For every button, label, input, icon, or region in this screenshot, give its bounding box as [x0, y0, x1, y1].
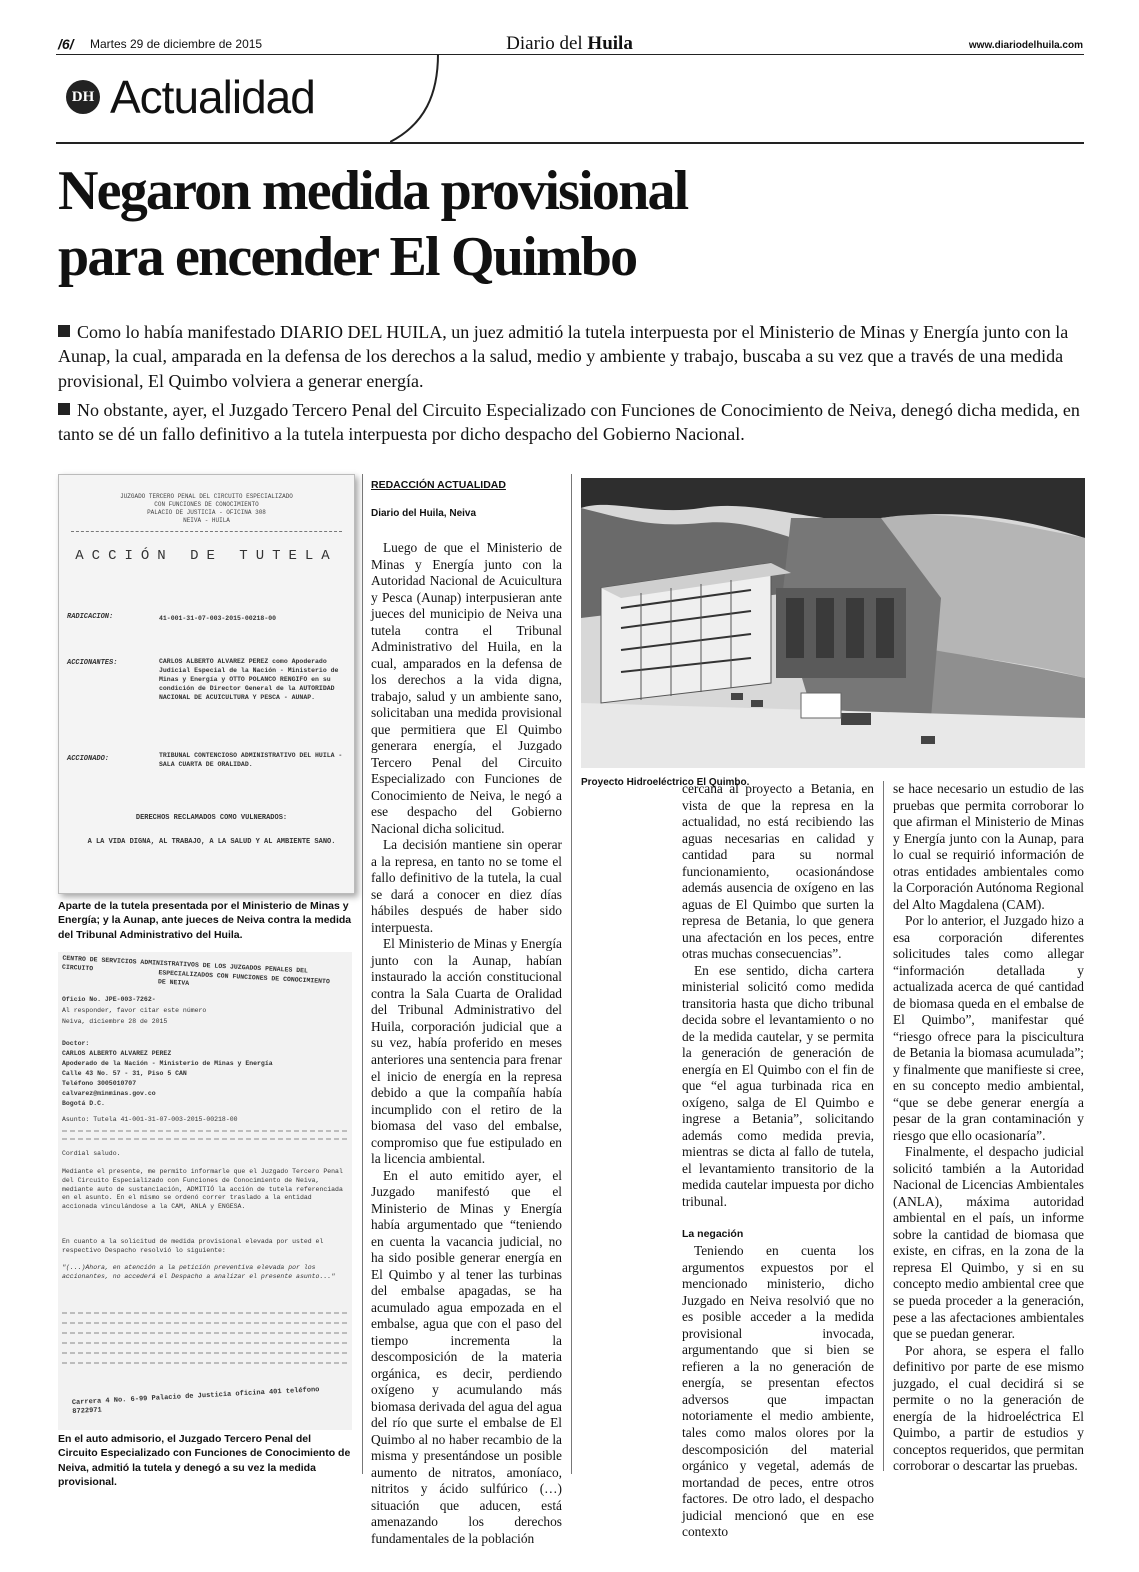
dh-logo: DH: [66, 80, 100, 114]
doc-separator: [71, 531, 342, 532]
website-url: www.diariodelhuila.com: [968, 40, 1083, 51]
lead-paragraph-1: Como lo había manifestado DIARIO DEL HUILA, un juez admitió la tutela interpuesta por el Ministerio de Minas y Energía junto con la Aunap, la cual, amparada en la defensa de los derechos a la salud, medio y ambiente y trabajo, buscaba a su vez que a través de una medida provisional, El Quimbo volviera a generar energía.: [58, 322, 1069, 391]
headline: [58, 158, 1098, 290]
paragraph: Luego de que el Ministerio de Minas y Energía junto con la Autoridad Nacional de Acuicultura y Pesca (Aunap) interpusieran ante jueces del municipio de Neiva una tutela contra el Tribunal Administrativo del Huila, en la cual, amparados en la defensa de los derechos a la vida digna, trabajo, salud y un ambiente sano, solicitaban una medida provisional que permitiera que El Quimbo generara energía, el Juzgado Tercero Penal del Circuito Especializado con Funciones de Conocimiento de Neiva, le negó a ese despacho del Gobierno Nacional dicha solicitud.: [371, 540, 562, 836]
paragraph: Teniendo en cuenta los argumentos expuestos por el mencionado ministerio, dicho Juzgado en Neiva resolvió que no es posible acceder a la medida provisional invocada, argumentando que si bien se refieren a la no generación de energía, se presentan efectos adversos que impactan notoriamente el medio ambiente, tales como malos olores por la descomposición del material orgánico y vegetal, además de mortandad de peces, entre otros factores. De otro lado, el despacho judicial mencionó que en ese contexto: [682, 1243, 874, 1540]
lead-paragraph-2: No obstante, ayer, el Juzgado Tercero Penal del Circuito Especializado con Funciones de Conocimiento de Neiva, denegó dicha medida, en tanto se dé un fallo definitivo a la tutela interpuesta por dicho despacho del Gobierno Nacional.: [58, 400, 1080, 445]
bullet-square-icon: [58, 403, 70, 415]
accionado-label: ACCIONADO:: [67, 755, 110, 763]
paragraph: Finalmente, el despacho judicial solicitó también a la Autoridad Nacional de Licencias Ambientales (ANLA), máxima autoridad ambiental en el país, un informe sobre la cantidad de biomasa que existe, en cifras, en la zona de la represa El Quimbo, y si en su concepto medio ambiental cree que se pueda proceder a la generación, pese a las afectaciones ambientales que se puedan generar.: [893, 1144, 1084, 1342]
byline-author: REDACCIÓN ACTUALIDAD: [371, 479, 506, 491]
article-column-2: [682, 781, 874, 1541]
section-rule: [56, 142, 1084, 144]
derechos-value: A LA VIDA DIGNA, AL TRABAJO, A LA SALUD Y AL AMBIENTE SANO.: [87, 838, 336, 846]
headline-line-1: Negaron medida provisional: [58, 160, 688, 222]
issue-date: Martes 29 de diciembre de 2015: [90, 37, 263, 51]
headline-line-2: para encender El Quimbo: [58, 226, 637, 289]
article-column-3: [893, 781, 1084, 1475]
radicacion-value: 41-001-31-07-003-2015-00218-00: [159, 615, 277, 622]
faint-text-line: [62, 1362, 347, 1364]
page-number: /6/: [58, 36, 74, 52]
header-rule: [56, 54, 1084, 55]
oficio-document-image: CENTRO DE SERVICIOS ADMINISTRATIVOS DE LOS JUZGADOS PENALES DEL CIRCUITO ESPECIALIZADOS CON FUNCIONES DE CONOCIMIENTO DE NEIVA Oficio No. JPE-003-7262- Al responder, favor citar este número Neiva, diciembre 28 de 2015 Doctor: CARLOS ALBERTO ALVAREZ PEREZ Apoderado de la Nación - Ministerio de Minas y Energía Calle 43 No. 57 - 31, Piso 5 CAN Teléfono 3005010707 calvarez@minminas.gov.co Bogotá D.C. Asunto: Tutela 41-001-31-07-003-2015-00218-00 Cordial saludo. Mediante el presente, me permito informarle que el Juzgado Tercero Penal del Circuito Especializado con Funciones de Conocimiento de Neiva, mediante auto de sustanciación, ADMITIÓ la acción de tutela referenciada en el asunto. En el mismo se ordenó correr traslado a la entidad accionada vinculándose a la CAM, ANLA y ENGESA. En cuanto a la solicitud de medida provisional elevada por usted el respectivo Despacho resolvió lo siguiente: "(...)Ahora, en atención a la petición preventiva elevada por los accionantes, no accederá el Despacho a analizar el presente asunto..." Carrera 4 No. 6-99 Palacio de Justicia oficina 401 teléfono 8722971: [58, 952, 352, 1430]
faint-text-line: [62, 1322, 347, 1324]
hydroelectric-photo: [581, 478, 1085, 768]
article-column-1: [371, 540, 562, 1547]
caption-oficio: En el auto admisorio, el Juzgado Tercero Penal del Circuito Especializado con Funciones de Conocimiento de Neiva, admitió la tutela y denegó a su vez la medida provisional.: [58, 1433, 351, 1488]
faint-text-line: [62, 1138, 347, 1140]
column-rule: [571, 474, 572, 1474]
bullet-square-icon: [58, 325, 70, 337]
newspaper-name-b: Huila: [587, 33, 633, 54]
paragraph: Por ahora, se espera el fallo definitivo por parte de ese mismo juzgado, el cual decidirá si se permite o no la generación de energía de la hidroeléctrica El Quimbo, a partir de estudios y conceptos requeridos, que permitan corroborar o descartar las pruebas.: [893, 1342, 1084, 1474]
paragraph: se hace necesario un estudio de las pruebas que permita corroborar lo que afirman el Ministerio de Minas y Energía junto con la Aunap, para lo cual se requirió información de otras entidades ambientales como la Corporación Autónoma Regional del Alto Magdalena (CAM).: [893, 781, 1084, 912]
faint-text-line: [62, 1130, 347, 1132]
column-rule: [883, 781, 884, 1471]
section-swoosh-icon: [390, 54, 450, 144]
accionado-value: TRIBUNAL CONTENCIOSO ADMINISTRATIVO DEL HUILA - SALA CUARTA DE ORALIDAD.: [159, 752, 343, 769]
doc-title: ACCIÓN DE TUTELA: [75, 548, 338, 565]
photo-caption: Proyecto Hidroeléctrico El Quimbo.: [581, 777, 750, 788]
faint-text-line: [62, 1342, 347, 1344]
paragraph: El Ministerio de Minas y Energía junto con la Aunap, habían instaurado la acción constitucional contra la Sala Cuarta de Oralidad del Tribunal Administrativo del Huila, corporación judicial que a su vez, había proferido en meses anteriores una sentencia para frenar el inicio de energía en la represa debido a que la compañía había incumplido con el retiro de la biomasa del vaso del embalse, compromiso que fue estipulado en la licencia ambiental.: [371, 936, 562, 1167]
subhead-la-negacion: La negación: [682, 1228, 744, 1241]
accionantes-value: CARLOS ALBERTO ALVAREZ PEREZ como Apoderado Judicial Especial de la Nación - Ministerio de Minas y Energía y OTTO POLANCO RENGIFO en su condición de Director General de la AUTORIDAD NACIONAL DE ACUICULTURA Y PESCA - AUNAP.: [159, 658, 339, 702]
court-header: JUZGADO TERCERO PENAL DEL CIRCUITO ESPECIALIZADO CON FUNCIONES DE CONOCIMIENTO PALACIO DE JUSTICIA - OFICINA 308 NEIVA - HUILA: [120, 493, 293, 525]
paragraph: En ese sentido, dicha cartera ministerial solicitó como medida transitoria hasta que dicho tribunal decida sobre el levantamiento o no de la medida cautelar, y se permita la generación de generación de energía en El Quimbo con el fin de que “el agua turbinada rica en oxígeno, salga de El Quimbo e ingrese a Betania”, solicitando además como medida previa, mientras se dicta al fallo de tutela, el levantamiento transitorio de la medida cautelar impuesta por dicho tribunal.: [682, 962, 874, 1209]
paragraph: Por lo anterior, el Juzgado hizo a esa corporación diferentes solicitudes tales como allegar “información detallada y actualizada acerca de qué cantidad de biomasa queda en el embalse de El Quimbo”, manifestar qué “riesgo ofrece para la piscicultura de Betania la biomasa acumulada”; y finalmente que manifieste si cree, en su concepto medio ambiental, “que se debe generar energía a pesar de la gran contaminación y riesgo que ello ocasionaría”.: [893, 913, 1084, 1143]
tutela-document-image: [58, 474, 355, 894]
faint-text-line: [62, 1312, 347, 1314]
derechos-label: DERECHOS RECLAMADOS COMO VULNERADOS:: [135, 814, 288, 822]
radicacion-label: RADICACION:: [67, 613, 114, 621]
byline-place: Diario del Huila, Neiva: [371, 508, 477, 519]
column-rule: [362, 474, 363, 1474]
faint-text-line: [62, 1332, 347, 1334]
accionantes-label: ACCIONANTES:: [67, 659, 118, 667]
section-title: Actualidad: [110, 71, 315, 123]
faint-text-line: [62, 1352, 347, 1354]
caption-tutela: Aparte de la tutela presentada por el Ministerio de Minas y Energía; y la Aunap, ante jueces de Neiva contra la medida del Tribunal Administrativo del Huila.: [58, 900, 352, 941]
newspaper-name-a: Diario del: [506, 33, 583, 54]
paragraph: cercana al proyecto a Betania, en vista de que la represa en la actualidad, no está recibiendo las aguas necesarias en calidad y cantidad para su normal funcionamiento, ocasionándose además ausencia de oxígeno en las aguas de El Quimbo que surten la represa de Betania, lo que genera una afectación en los peces, entre otras muchas consecuencias”.: [682, 781, 874, 962]
paragraph: La decisión mantiene sin operar a la represa, en tanto no se tome el fallo definitivo de la tutela, la cual se dará a conocer en diez días hábiles después de haber sido interpuesta.: [371, 837, 562, 935]
paragraph: En el auto emitido ayer, el Juzgado manifestó que el Ministerio de Minas y Energía había argumentado que “teniendo en cuenta la vacancia judicial, no ha sido posible generar energía en El Quimbo y al tener las turbinas del embalse apagadas, se ha acumulado agua empozada en el embalse, agua que con el paso del tiempo incrementa la descomposición de la materia orgánica, es decir, perdiendo oxígeno y acumulando más biomasa derivada del agua del agua del río que surte el embalse de El Quimbo al no haber recambio de la misma y presentándose un posible aumento de nitratos, amoníaco, nitritos y ácido sulfúrico (…) situación que aducen, está amenazando los derechos fundamentales de la población: [371, 1167, 562, 1546]
